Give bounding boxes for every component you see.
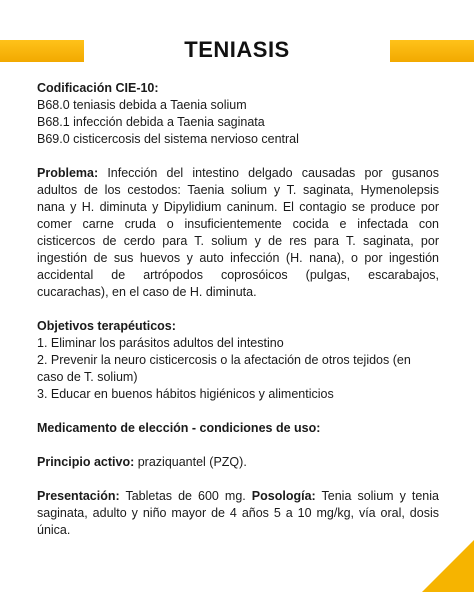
posologia-text: Tenia solium y tenia saginata, adulto y niño mayor de 4 años 5 a 10 mg/kg, vía oral, dosis única.: [37, 489, 439, 537]
objetivo-item: 2. Prevenir la neuro cisticercosis o la afectación de otros tejidos (en caso de T. solium): [37, 353, 411, 384]
objetivos-heading: Objetivos terapéuticos:: [37, 319, 176, 333]
principio-label: Principio activo:: [37, 455, 135, 469]
objetivo-item: 1. Eliminar los parásitos adultos del intestino: [37, 336, 284, 350]
principio-section: [37, 454, 439, 471]
document-body: [37, 80, 439, 556]
presentacion-section: [37, 488, 439, 539]
cie-code-line: B69.0 cisticercosis del sistema nervioso central: [37, 132, 299, 146]
problema-section: [37, 165, 439, 301]
objetivo-item: 3. Educar en buenos hábitos higiénicos y alimenticios: [37, 387, 334, 401]
problema-label: Problema:: [37, 166, 99, 180]
cie-heading: Codificación CIE-10:: [37, 81, 159, 95]
cie-code-line: B68.1 infección debida a Taenia saginata: [37, 115, 265, 129]
principio-text: praziquantel (PZQ).: [134, 455, 247, 469]
objetivos-section: [37, 318, 439, 403]
medicamento-heading: Medicamento de elección - condiciones de uso:: [37, 421, 321, 435]
cie-section: [37, 80, 439, 148]
presentacion-label: Presentación:: [37, 489, 120, 503]
problema-text: Infección del intestino delgado causadas por gusanos adultos de los cestodos: Taenia solium y T. saginata, Hymenolepsis nana y H. diminuta y Dipylidium caninum. El contagio se produce por comer carne cruda o insuficientemente cocida e infectada con cisticercos de cerdo para T. solium y de res para T. saginata, por ingestión de sus huevos y auto infección (H. nana), o por ingestión accidental de artrópodos coprosóicos (pulgas, escarabajos, cucarachas), en el caso de H. diminuta.: [37, 166, 439, 299]
page-title: TENIASIS: [184, 37, 290, 62]
presentacion-text: Tabletas de 600 mg.: [119, 489, 252, 503]
cie-code-line: B68.0 teniasis debida a Taenia solium: [37, 98, 247, 112]
medicamento-section: [37, 420, 439, 437]
posologia-label: Posología:: [251, 489, 316, 503]
